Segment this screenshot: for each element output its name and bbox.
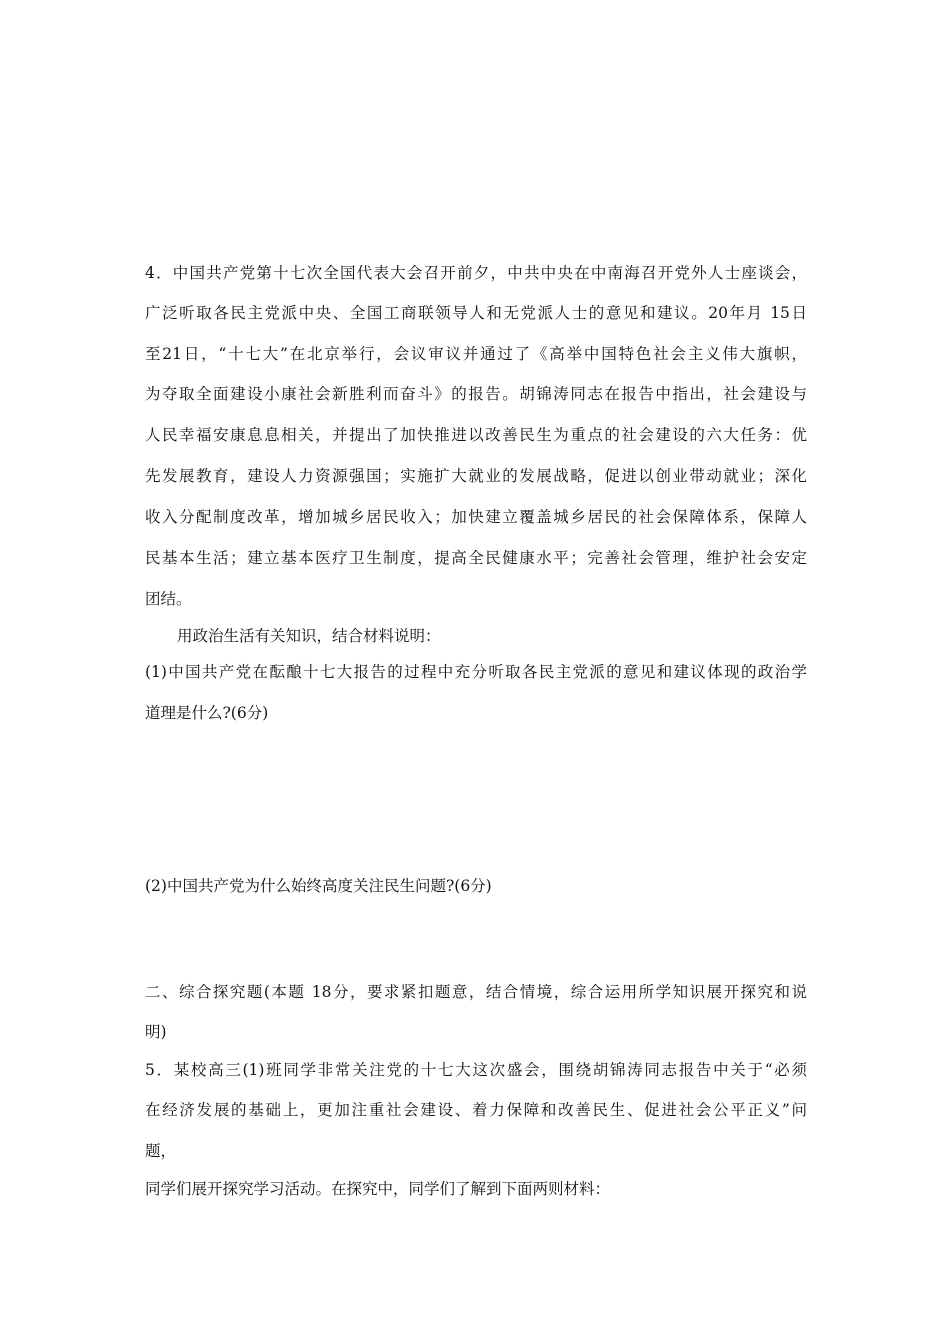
q4-line-6: 先发展教育，建设人力资源强国；实施扩大就业的发展战略，促进以创业带动就业；深化: [145, 467, 807, 485]
q4-line-5: 人民幸福安康息息相关，并提出了加快推进以改善民生为重点的社会建设的六大任务：优: [145, 426, 807, 444]
q4-sub2: (2)中国共产党为什么始终高度关注民生问题?(6分): [145, 877, 492, 895]
q4-line-7: 收入分配制度改革，增加城乡居民收入；加快建立覆盖城乡居民的社会保障体系，保障人: [145, 508, 807, 526]
section2-heading-line-1: 二、综合探究题(本题 18分，要求紧扣题意，结合情境，综合运用所学知识展开探究和说: [145, 983, 807, 1001]
q4-line-9: 团结。: [145, 590, 192, 608]
q5-line-3: 题，: [145, 1142, 177, 1160]
q4-line-2: 广泛听取各民主党派中央、全国工商联领导人和无党派人士的意见和建议。20年月 15日: [145, 304, 807, 322]
q4-line-1: 4．中国共产党第十七次全国代表大会召开前夕，中共中央在中南海召开党外人士座谈会，: [145, 264, 807, 282]
q4-sub1-line-1: (1)中国共产党在酝酿十七大报告的过程中充分听取各民主党派的意见和建议体现的政治学: [145, 663, 807, 681]
section2-heading-line-2: 明): [145, 1023, 167, 1041]
q4-line-3: 至21日，“十七大”在北京举行，会议审议并通过了《高举中国特色社会主义伟大旗帜，: [145, 345, 807, 363]
q4-line-4: 为夺取全面建设小康社会新胜利而奋斗》的报告。胡锦涛同志在报告中指出，社会建设与: [145, 385, 807, 403]
q5-line-2: 在经济发展的基础上，更加注重社会建设、着力保障和改善民生、促进社会公平正义”问: [145, 1101, 807, 1119]
q4-instruction: 用政治生活有关知识，结合材料说明：: [177, 627, 441, 645]
q4-sub1-line-2: 道理是什么?(6分): [145, 704, 269, 722]
q5-line-4: 同学们展开探究学习活动。在探究中，同学们了解到下面两则材料：: [145, 1180, 611, 1198]
q4-line-8: 民基本生活；建立基本医疗卫生制度，提高全民健康水平；完善社会管理，维护社会安定: [145, 549, 807, 567]
q5-line-1: 5．某校高三(1)班同学非常关注党的十七大这次盛会，围绕胡锦涛同志报告中关于“必须: [145, 1061, 807, 1079]
